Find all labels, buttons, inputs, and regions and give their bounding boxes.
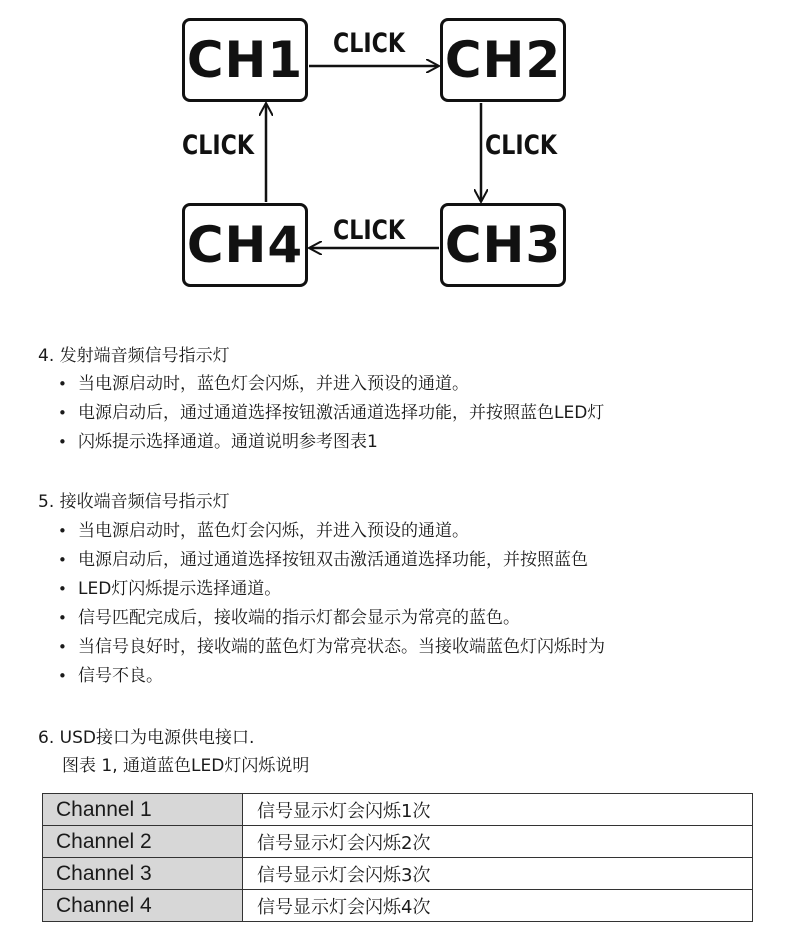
bullet-icon: • [58,433,67,451]
list-item: • 电源启动后，通过通道选择按钮激活通道选择功能，并按照蓝色LED灯 [58,400,604,427]
channel-name-cell: Channel 1 [43,794,243,826]
list-item: • 当信号良好时，接收端的蓝色灯为常亮状态。当接收端蓝色灯闪烁时为 [58,634,605,661]
list-item: • 信号不良。 [58,663,163,690]
bullet-icon: • [58,638,67,656]
channel-box-ch1: CH1 [182,18,308,102]
channel-box-ch4: CH4 [182,203,308,287]
bullet-icon: • [58,580,67,598]
section-heading: 6. USD接口为电源供电接口. [38,728,255,748]
bullet-icon: • [58,404,67,422]
bullet-icon: • [58,551,67,569]
list-item: • 信号匹配完成后，接收端的指示灯都会显示为常亮的蓝色。 [58,605,520,632]
table-row [43,794,753,826]
table-row [43,826,753,858]
table-row [43,858,753,890]
list-item: • LED灯闪烁提示选择通道。 [58,576,281,603]
channel-box-ch3: CH3 [440,203,566,287]
table-row [43,890,753,922]
list-item: • 电源启动后，通过通道选择按钮双击激活通道选择功能，并按照蓝色 [58,547,588,574]
channel-cycle-diagram [0,0,790,300]
bullet-icon: • [58,667,67,685]
bullet-icon: • [58,609,67,627]
click-label-ch1-ch2: CLICK [333,28,406,59]
click-label-ch2-ch3: CLICK [485,130,558,161]
list-item: • 当电源启动时，蓝色灯会闪烁，并进入预设的通道。 [58,518,469,545]
table-caption: 图表 1, 通道蓝色LED灯闪烁说明 [62,756,310,776]
flash-description-cell: 信号显示灯会闪烁1次 [243,794,753,826]
click-label-ch4-ch1: CLICK [182,130,255,161]
channel-box-ch2: CH2 [440,18,566,102]
channel-flash-table [42,793,753,922]
section-heading: 4. 发射端音频信号指示灯 [38,346,230,366]
bullet-icon: • [58,522,67,540]
channel-name-cell: Channel 2 [43,826,243,858]
channel-name-cell: Channel 3 [43,858,243,890]
click-label-ch3-ch4: CLICK [333,215,406,246]
list-item: • 当电源启动时，蓝色灯会闪烁，并进入预设的通道。 [58,371,469,398]
flash-description-cell: 信号显示灯会闪烁3次 [243,858,753,890]
flash-description-cell: 信号显示灯会闪烁4次 [243,890,753,922]
channel-name-cell: Channel 4 [43,890,243,922]
list-item: • 闪烁提示选择通道。通道说明参考图表1 [58,429,378,456]
bullet-icon: • [58,375,67,393]
section-heading: 5. 接收端音频信号指示灯 [38,492,230,512]
flash-description-cell: 信号显示灯会闪烁2次 [243,826,753,858]
